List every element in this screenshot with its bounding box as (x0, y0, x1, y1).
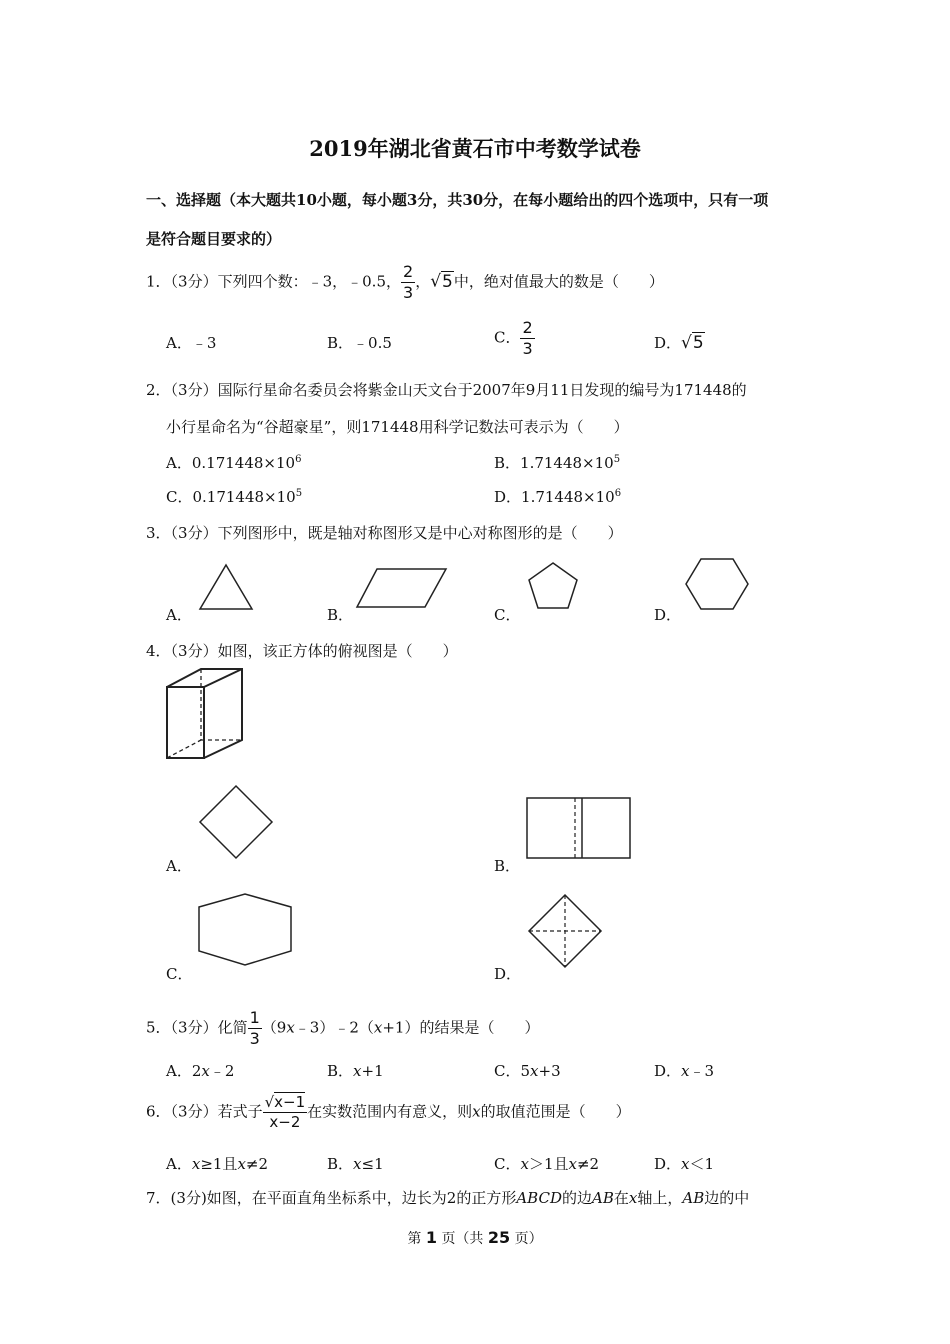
q6-frac-den: x−2 (269, 1113, 301, 1131)
q1-sqrt (430, 271, 454, 292)
q3-figure-triangle (196, 562, 256, 612)
q1-fraction (401, 264, 415, 301)
q5-option-b-var: x (353, 1062, 362, 1080)
q4-figure-c-hexagon (194, 891, 296, 969)
q1-option-c-den: 3 (522, 339, 533, 358)
q5-option-d-var: x (681, 1062, 690, 1080)
q1-option-c-num: 2 (522, 318, 533, 337)
q7-text-b: 的边 (561, 1189, 592, 1207)
q6-option-a-post: ≠2 (245, 1155, 269, 1173)
q1-option-d-val: 5 (692, 333, 704, 353)
q5-var1: x (286, 1018, 295, 1037)
q6-fraction (263, 1095, 308, 1130)
q3-option-b-label[interactable]: B． (327, 606, 354, 624)
q5-expr-b: ﹣3）﹣2（ (294, 1018, 374, 1037)
q2-option-c-base: 0.171448×10 (192, 488, 296, 506)
q1-option-c-fraction (520, 320, 534, 357)
section-heading-line2: 是符合题目要求的） (146, 230, 282, 248)
q6-option-c-label: C． (494, 1155, 521, 1173)
question-3: 3．（3分）下列图形中，既是轴对称图形又是中心对称图形的是（ ） (146, 524, 623, 542)
q1-number: 1． (146, 272, 171, 291)
q2-option-b[interactable] (494, 452, 620, 473)
q2-option-d-label: D． (494, 488, 522, 506)
q1-stem-b: 中，绝对值最大的数是（ ） (453, 272, 664, 291)
q5-option-c-pre: 5 (520, 1062, 531, 1080)
q6-option-a[interactable] (166, 1153, 268, 1174)
q3-option-a-label[interactable]: A． (166, 606, 192, 624)
q1-separator: ， (415, 272, 431, 291)
q1-option-d-label: D． (654, 334, 682, 352)
q6-option-c-mid: ＞1且 (528, 1155, 569, 1173)
q2-option-c[interactable] (166, 486, 302, 507)
q6-stem-b: 的取值范围是（ ） (480, 1102, 631, 1121)
q5-option-a[interactable] (166, 1060, 234, 1081)
footer-page-number: 1 (425, 1228, 437, 1247)
q1-option-d[interactable] (654, 332, 705, 353)
q5-option-b-post: +1 (361, 1062, 384, 1080)
q5-option-b-label: B． (327, 1062, 354, 1080)
q2-option-b-base: 1.71448×10 (520, 454, 614, 472)
q4-option-a-label[interactable]: A． (166, 857, 192, 875)
q5-option-c-post: +3 (538, 1062, 561, 1080)
q2-option-b-label: B． (494, 454, 521, 472)
q7-ab2: AB (682, 1189, 705, 1207)
q1-stem-a: 下列四个数：﹣3，﹣0.5， (217, 272, 401, 291)
q2-option-c-exp: 5 (295, 488, 303, 499)
q3-figure-hexagon (684, 556, 750, 612)
q5-expr-c: +1）的结果是（ ） (382, 1018, 540, 1037)
q7-x: x (628, 1189, 638, 1207)
q5-option-a-var: x (201, 1062, 210, 1080)
q6-option-c-var1: x (520, 1155, 529, 1173)
q2-option-a-base: 0.171448×10 (191, 454, 296, 472)
q6-option-b-label: B． (327, 1155, 354, 1173)
q2-option-a[interactable] (166, 452, 301, 473)
section-heading-line1: 一、选择题（本大题共10小题，每小题3分，共30分，在每小题给出的四个选项中，只有一项 (146, 191, 769, 209)
q5-option-d[interactable] (654, 1060, 714, 1081)
q5-number: 5．（3分）化简 (146, 1018, 248, 1037)
q6-var: x (472, 1102, 481, 1121)
q2-option-b-exp: 5 (613, 454, 621, 465)
q6-option-c-var2: x (568, 1155, 577, 1173)
q4-figure-b-rectangle (524, 795, 634, 861)
q6-sqrt-sign: √ (264, 1093, 275, 1111)
q5-option-b[interactable] (327, 1060, 384, 1081)
question-2-line1: 2．（3分）国际行星命名委员会将紫金山天文台于2007年9月11日发现的编号为171448的 (146, 381, 747, 399)
q5-option-a-pre: 2 (191, 1062, 202, 1080)
q7-text-c: 在 (613, 1189, 629, 1207)
q1-option-d-sqrt (681, 332, 705, 353)
q5-option-c-var: x (530, 1062, 539, 1080)
q2-option-d-exp: 6 (614, 488, 622, 499)
q5-option-d-post: ﹣3 (689, 1062, 715, 1080)
q5-option-c[interactable] (494, 1060, 561, 1081)
q6-option-c-post: ≠2 (576, 1155, 600, 1173)
q3-figure-parallelogram (355, 566, 450, 610)
q4-figure-d-diamond-dashed (526, 892, 606, 970)
q1-frac-den: 3 (403, 283, 414, 302)
q7-abcd: ABCD (516, 1189, 562, 1207)
q6-option-d-label: D． (654, 1155, 682, 1173)
q1-score: （3分） (170, 272, 218, 291)
q6-stem-a: 在实数范围内有意义，则 (307, 1102, 473, 1121)
q1-option-a[interactable] (166, 332, 216, 353)
q4-option-b-label[interactable]: B． (494, 857, 521, 875)
q1-option-c-label: C． (494, 328, 521, 347)
q2-option-a-exp: 6 (295, 454, 302, 465)
q3-option-d-label[interactable]: D． (654, 606, 682, 624)
q6-frac-numerator (263, 1095, 308, 1113)
q2-option-c-label: C． (166, 488, 193, 506)
q6-option-a-var1: x (191, 1155, 201, 1173)
q2-option-d[interactable] (494, 486, 621, 507)
q1-sqrt-sign: √ (430, 271, 442, 292)
q3-option-c-label[interactable]: C． (494, 606, 521, 624)
q4-cube-figure (160, 666, 250, 762)
q1-option-b[interactable] (327, 332, 392, 353)
page-title: 2019年湖北省黄石市中考数学试卷 (309, 136, 641, 161)
q6-option-b-var: x (353, 1155, 362, 1173)
q5-option-d-label: D． (654, 1062, 682, 1080)
q1-option-b-label: B． (327, 334, 354, 352)
q1-option-a-label: A． (166, 334, 192, 352)
question-6 (146, 1095, 631, 1130)
q5-option-a-label: A． (166, 1062, 192, 1080)
footer-pre: 第 (407, 1231, 422, 1247)
q6-option-a-mid: ≥1且 (200, 1155, 238, 1173)
q6-frac-num: x−1 (274, 1093, 306, 1111)
q5-frac-num: 1 (249, 1008, 260, 1027)
q7-text-a: 7．(3分)如图，在平面直角坐标系中，边长为2的正方形 (146, 1189, 517, 1207)
q6-option-d[interactable] (654, 1153, 714, 1174)
q6-option-d-post: ＜1 (689, 1155, 715, 1173)
q6-number: 6．（3分）若式子 (146, 1102, 263, 1121)
question-2-line2: 小行星命名为“谷超豪星”，则171448用科学记数法可表示为（ ） (166, 418, 629, 436)
q6-option-b[interactable] (327, 1153, 384, 1174)
q2-option-d-base: 1.71448×10 (521, 488, 615, 506)
question-1 (146, 264, 664, 301)
question-4: 4．（3分）如图，该正方体的俯视图是（ ） (146, 642, 458, 660)
q6-option-d-var: x (681, 1155, 690, 1173)
q3-figure-pentagon (525, 560, 581, 612)
q7-ab1: AB (592, 1189, 614, 1207)
q1-sqrt-val: 5 (442, 271, 453, 292)
question-5 (146, 1010, 539, 1047)
q5-fraction (248, 1010, 262, 1047)
q6-option-a-label: A． (166, 1155, 192, 1173)
q5-expr-a: （9 (261, 1018, 287, 1037)
page-footer (0, 1228, 950, 1248)
question-7 (146, 1187, 749, 1208)
footer-total-pages: 25 (487, 1228, 511, 1247)
q6-option-c[interactable] (494, 1153, 599, 1174)
q7-text-d: 轴上， (637, 1189, 683, 1207)
q5-var2: x (373, 1018, 383, 1037)
q6-option-a-var2: x (237, 1155, 246, 1173)
q4-option-d-label[interactable]: D． (494, 965, 522, 983)
q7-text-e: 边的中 (704, 1189, 750, 1207)
q4-option-c-label[interactable]: C． (166, 965, 193, 983)
q2-option-a-label: A． (166, 454, 192, 472)
q1-option-a-text: ﹣3 (191, 334, 217, 352)
q5-option-c-label: C． (494, 1062, 521, 1080)
footer-mid: 页（共 (441, 1231, 484, 1247)
q4-figure-a-diamond (196, 783, 276, 861)
q6-option-b-post: ≤1 (361, 1155, 384, 1173)
q1-option-b-text: ﹣0.5 (353, 334, 392, 352)
q1-option-d-sign: √ (681, 333, 692, 353)
q5-frac-den: 3 (249, 1029, 260, 1048)
q1-option-c[interactable] (494, 320, 535, 357)
q5-option-a-post: ﹣2 (209, 1062, 235, 1080)
q1-frac-num: 2 (403, 262, 414, 281)
footer-post: 页） (514, 1231, 543, 1247)
